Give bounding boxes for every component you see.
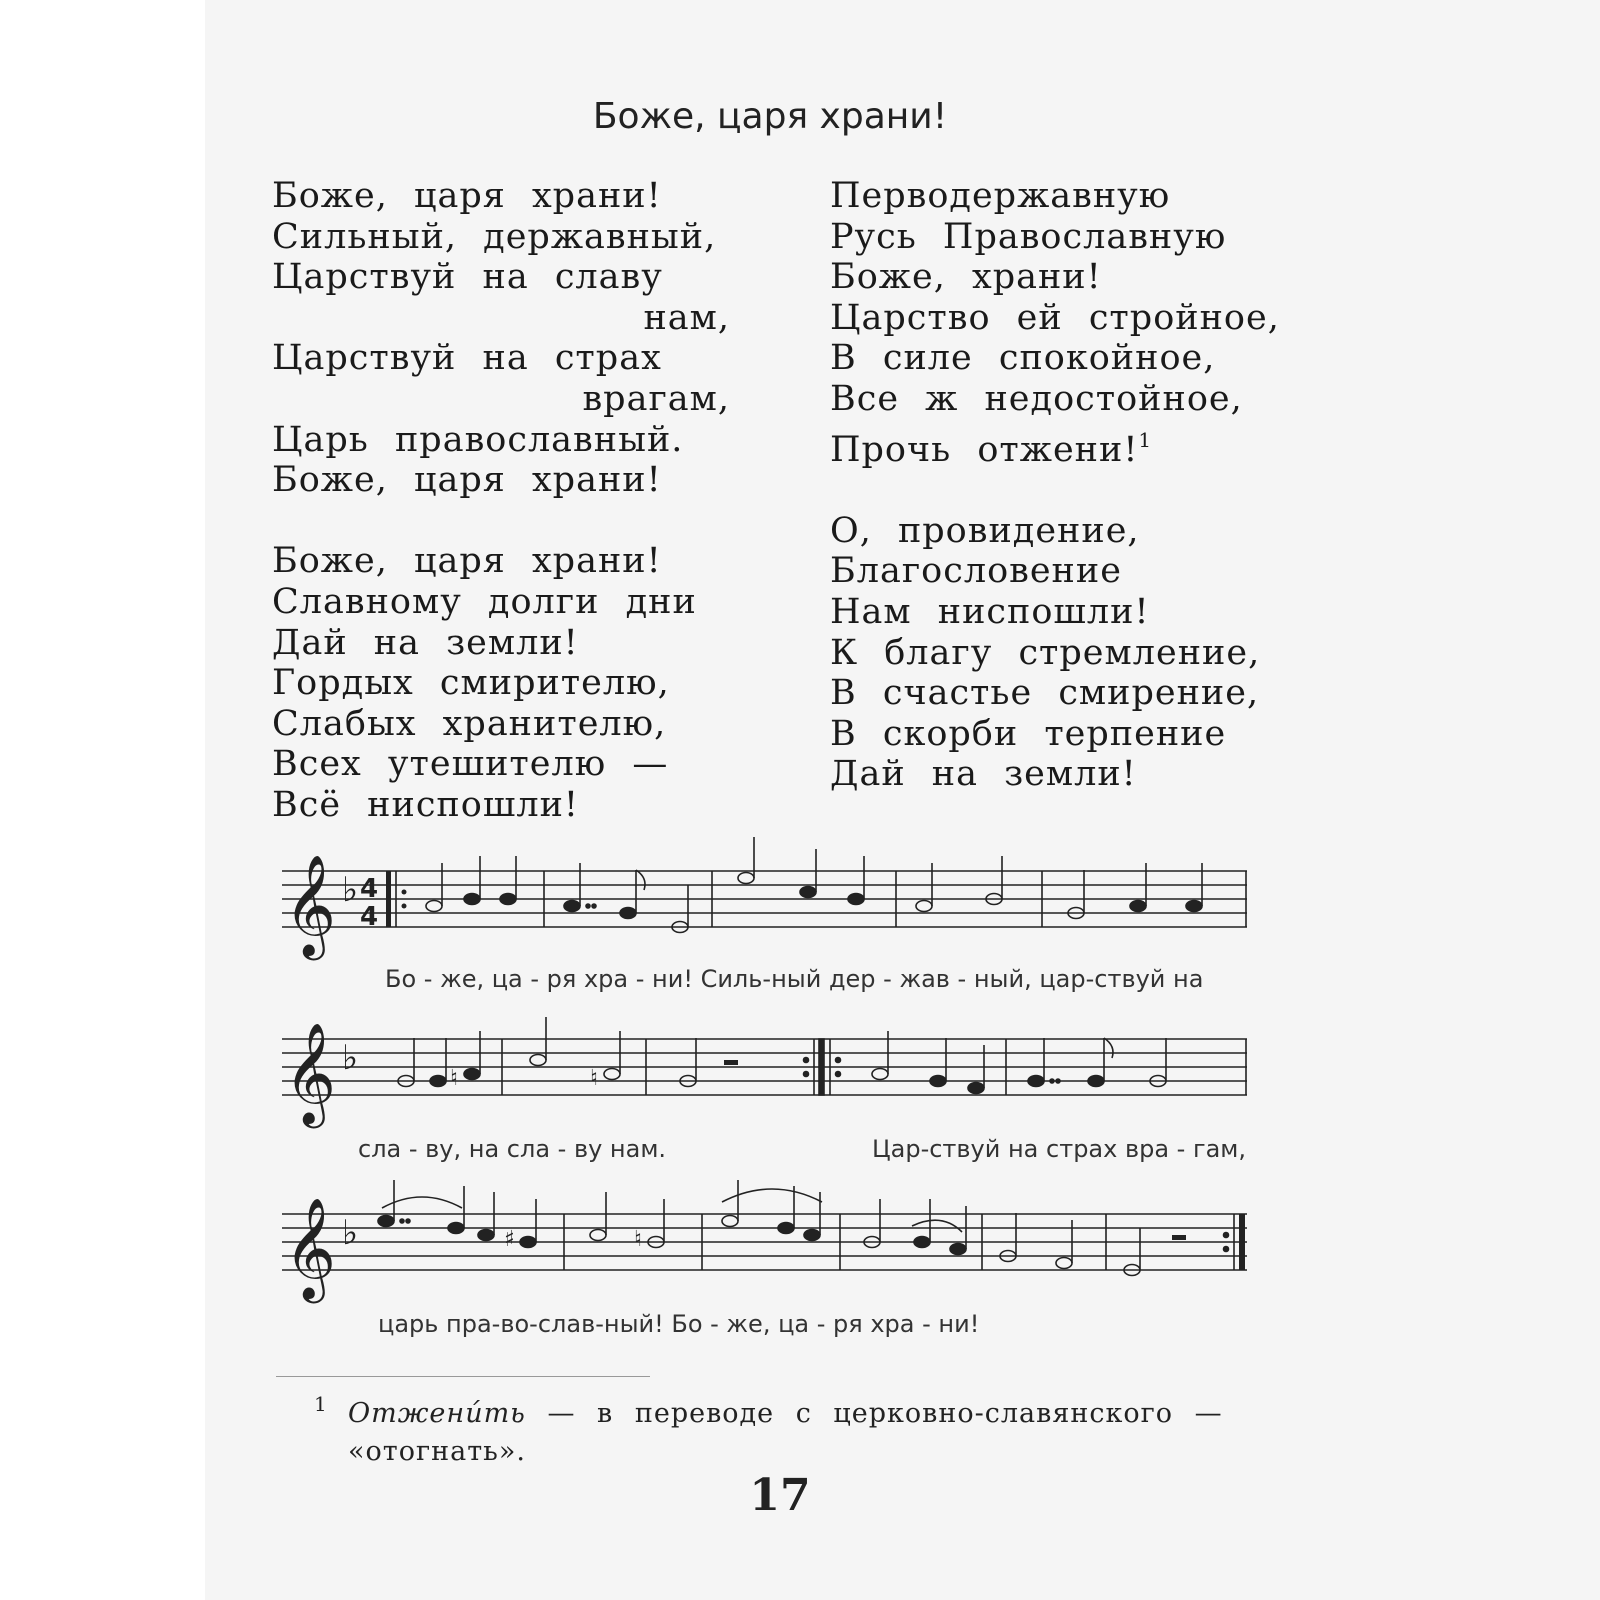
poem-line-text: Боже, царя храни! <box>272 460 662 501</box>
poem-line-text: Славному долги дни <box>272 581 697 622</box>
poem-line-text: Перводержавную <box>830 176 1171 216</box>
poem-line-text: Сильный, державный, <box>272 216 717 257</box>
poem-line <box>830 298 1290 339</box>
poem-line <box>830 176 1290 217</box>
staff-svg-1 <box>282 845 1262 985</box>
poem-line-text: Дай на земли! <box>272 622 579 663</box>
poem-line <box>272 623 730 664</box>
poem-line <box>272 785 730 826</box>
poem-line-text: нам, <box>643 297 730 338</box>
footnote-marker: 1 <box>1138 427 1152 452</box>
lyric-line-3: царь пра-во-слав-ный! Бо - же, ца - ря хра - ни! <box>378 1310 980 1338</box>
poem-line <box>272 460 730 501</box>
poem-line <box>830 217 1290 258</box>
poem-line <box>272 663 730 704</box>
footnote-text: — в переводе с церковно-славянского — «отогнать». <box>348 1398 1223 1467</box>
poem-line-text: В силе спокойное, <box>830 338 1216 379</box>
treble-clef-icon: 𝄞 <box>284 853 337 956</box>
footnote-body <box>316 1395 1291 1471</box>
staff-svg-3 <box>282 1188 1262 1328</box>
time-signature-top: 4 <box>360 874 379 904</box>
poem-line-text: Боже, царя храни! <box>272 176 662 216</box>
notes-line-2 <box>398 1017 1246 1095</box>
poem-line <box>830 338 1290 379</box>
flat-sign-icon: ♭ <box>342 1213 359 1253</box>
poem-line <box>272 582 730 623</box>
poem-line-text: Слабых хранителю, <box>272 703 667 744</box>
poem-line <box>830 754 1290 795</box>
footnote-divider <box>276 1376 650 1377</box>
stanza-gap <box>272 501 730 542</box>
poem-line <box>830 257 1290 298</box>
poem-line <box>830 420 1290 471</box>
svg-text:♮: ♮ <box>634 1227 642 1252</box>
poem-line-text: Русь Православную <box>830 216 1227 257</box>
footnote-term: Отжени́ть <box>348 1398 526 1429</box>
music-staff-1 <box>282 845 1262 985</box>
svg-text:♮: ♮ <box>590 1066 598 1091</box>
treble-clef-icon: 𝄞 <box>284 1196 337 1299</box>
page-number: 17 <box>749 1470 811 1521</box>
poem-line <box>830 592 1290 633</box>
poem-line <box>830 551 1290 592</box>
footnote <box>314 1392 1291 1471</box>
poem-line <box>272 257 730 298</box>
poem-line-text: О, провидение, <box>830 510 1140 551</box>
music-staff-2 <box>282 1013 1262 1153</box>
poem-line <box>272 176 730 217</box>
poem-line <box>272 338 730 379</box>
poem-line-text: Нам ниспошли! <box>830 591 1150 632</box>
poem-line <box>272 541 730 582</box>
poem-line-text: Прочь отжени! <box>830 429 1139 470</box>
poem-line-text: Гордых смирителю, <box>272 663 670 704</box>
poem-line-text: Боже, храни! <box>830 257 1102 298</box>
poem-line <box>272 420 730 461</box>
flat-sign-icon: ♭ <box>342 870 359 910</box>
lyric-line-2b: Цар-ствуй на страх вра - гам, <box>872 1135 1247 1163</box>
poem-line <box>830 379 1290 420</box>
poem-line <box>272 704 730 745</box>
poem-line <box>830 673 1290 714</box>
poem-line-text: Боже, царя храни! <box>272 541 662 582</box>
poem-column-right <box>830 176 1290 795</box>
svg-text:♯: ♯ <box>504 1227 515 1252</box>
poem-line <box>830 633 1290 674</box>
poem-line-text: Всё ниспошли! <box>272 784 579 825</box>
poem-line-text: Всех утешителю — <box>272 744 669 785</box>
lyric-line-1: Бо - же, ца - ря хра - ни! Силь-ный дер - жав - ный, цар-ствуй на <box>385 965 1204 993</box>
poem-line-text: Дай на земли! <box>830 754 1137 795</box>
poem-line-text: врагам, <box>582 378 730 419</box>
time-signature-bottom: 4 <box>360 902 379 932</box>
poem-line <box>272 744 730 785</box>
poem-column-left <box>272 176 730 826</box>
staff-svg-2 <box>282 1013 1262 1153</box>
treble-clef-icon: 𝄞 <box>284 1021 337 1124</box>
svg-text:♮: ♮ <box>450 1066 458 1091</box>
poem-line <box>272 379 730 420</box>
poem-line-text: В счастье смирение, <box>830 673 1260 714</box>
poem-line-text: Все ж недостойное, <box>830 378 1243 419</box>
poem-line <box>272 298 730 339</box>
poem-line <box>272 217 730 258</box>
lyric-line-2a: сла - ву, на сла - ву нам. <box>358 1135 667 1163</box>
poem-line-text: К благу стремление, <box>830 632 1261 673</box>
flat-sign-icon: ♭ <box>342 1038 359 1078</box>
poem-line-text: В скорби терпение <box>830 713 1227 754</box>
poem-line-text: Царствуй на славу <box>272 257 663 298</box>
stanza-gap <box>830 470 1290 511</box>
poem-line-text: Царь православный. <box>272 419 684 460</box>
footnote-number: 1 <box>314 1392 328 1416</box>
poem-line-text: Царствуй на страх <box>272 338 662 379</box>
poem-line-text: Царство ей стройное, <box>830 297 1280 338</box>
poem-line <box>830 714 1290 755</box>
page-title: Боже, царя храни! <box>592 96 948 137</box>
music-staff-3 <box>282 1188 1262 1328</box>
poem-line-text: Благословение <box>830 551 1122 592</box>
poem-line <box>830 511 1290 552</box>
